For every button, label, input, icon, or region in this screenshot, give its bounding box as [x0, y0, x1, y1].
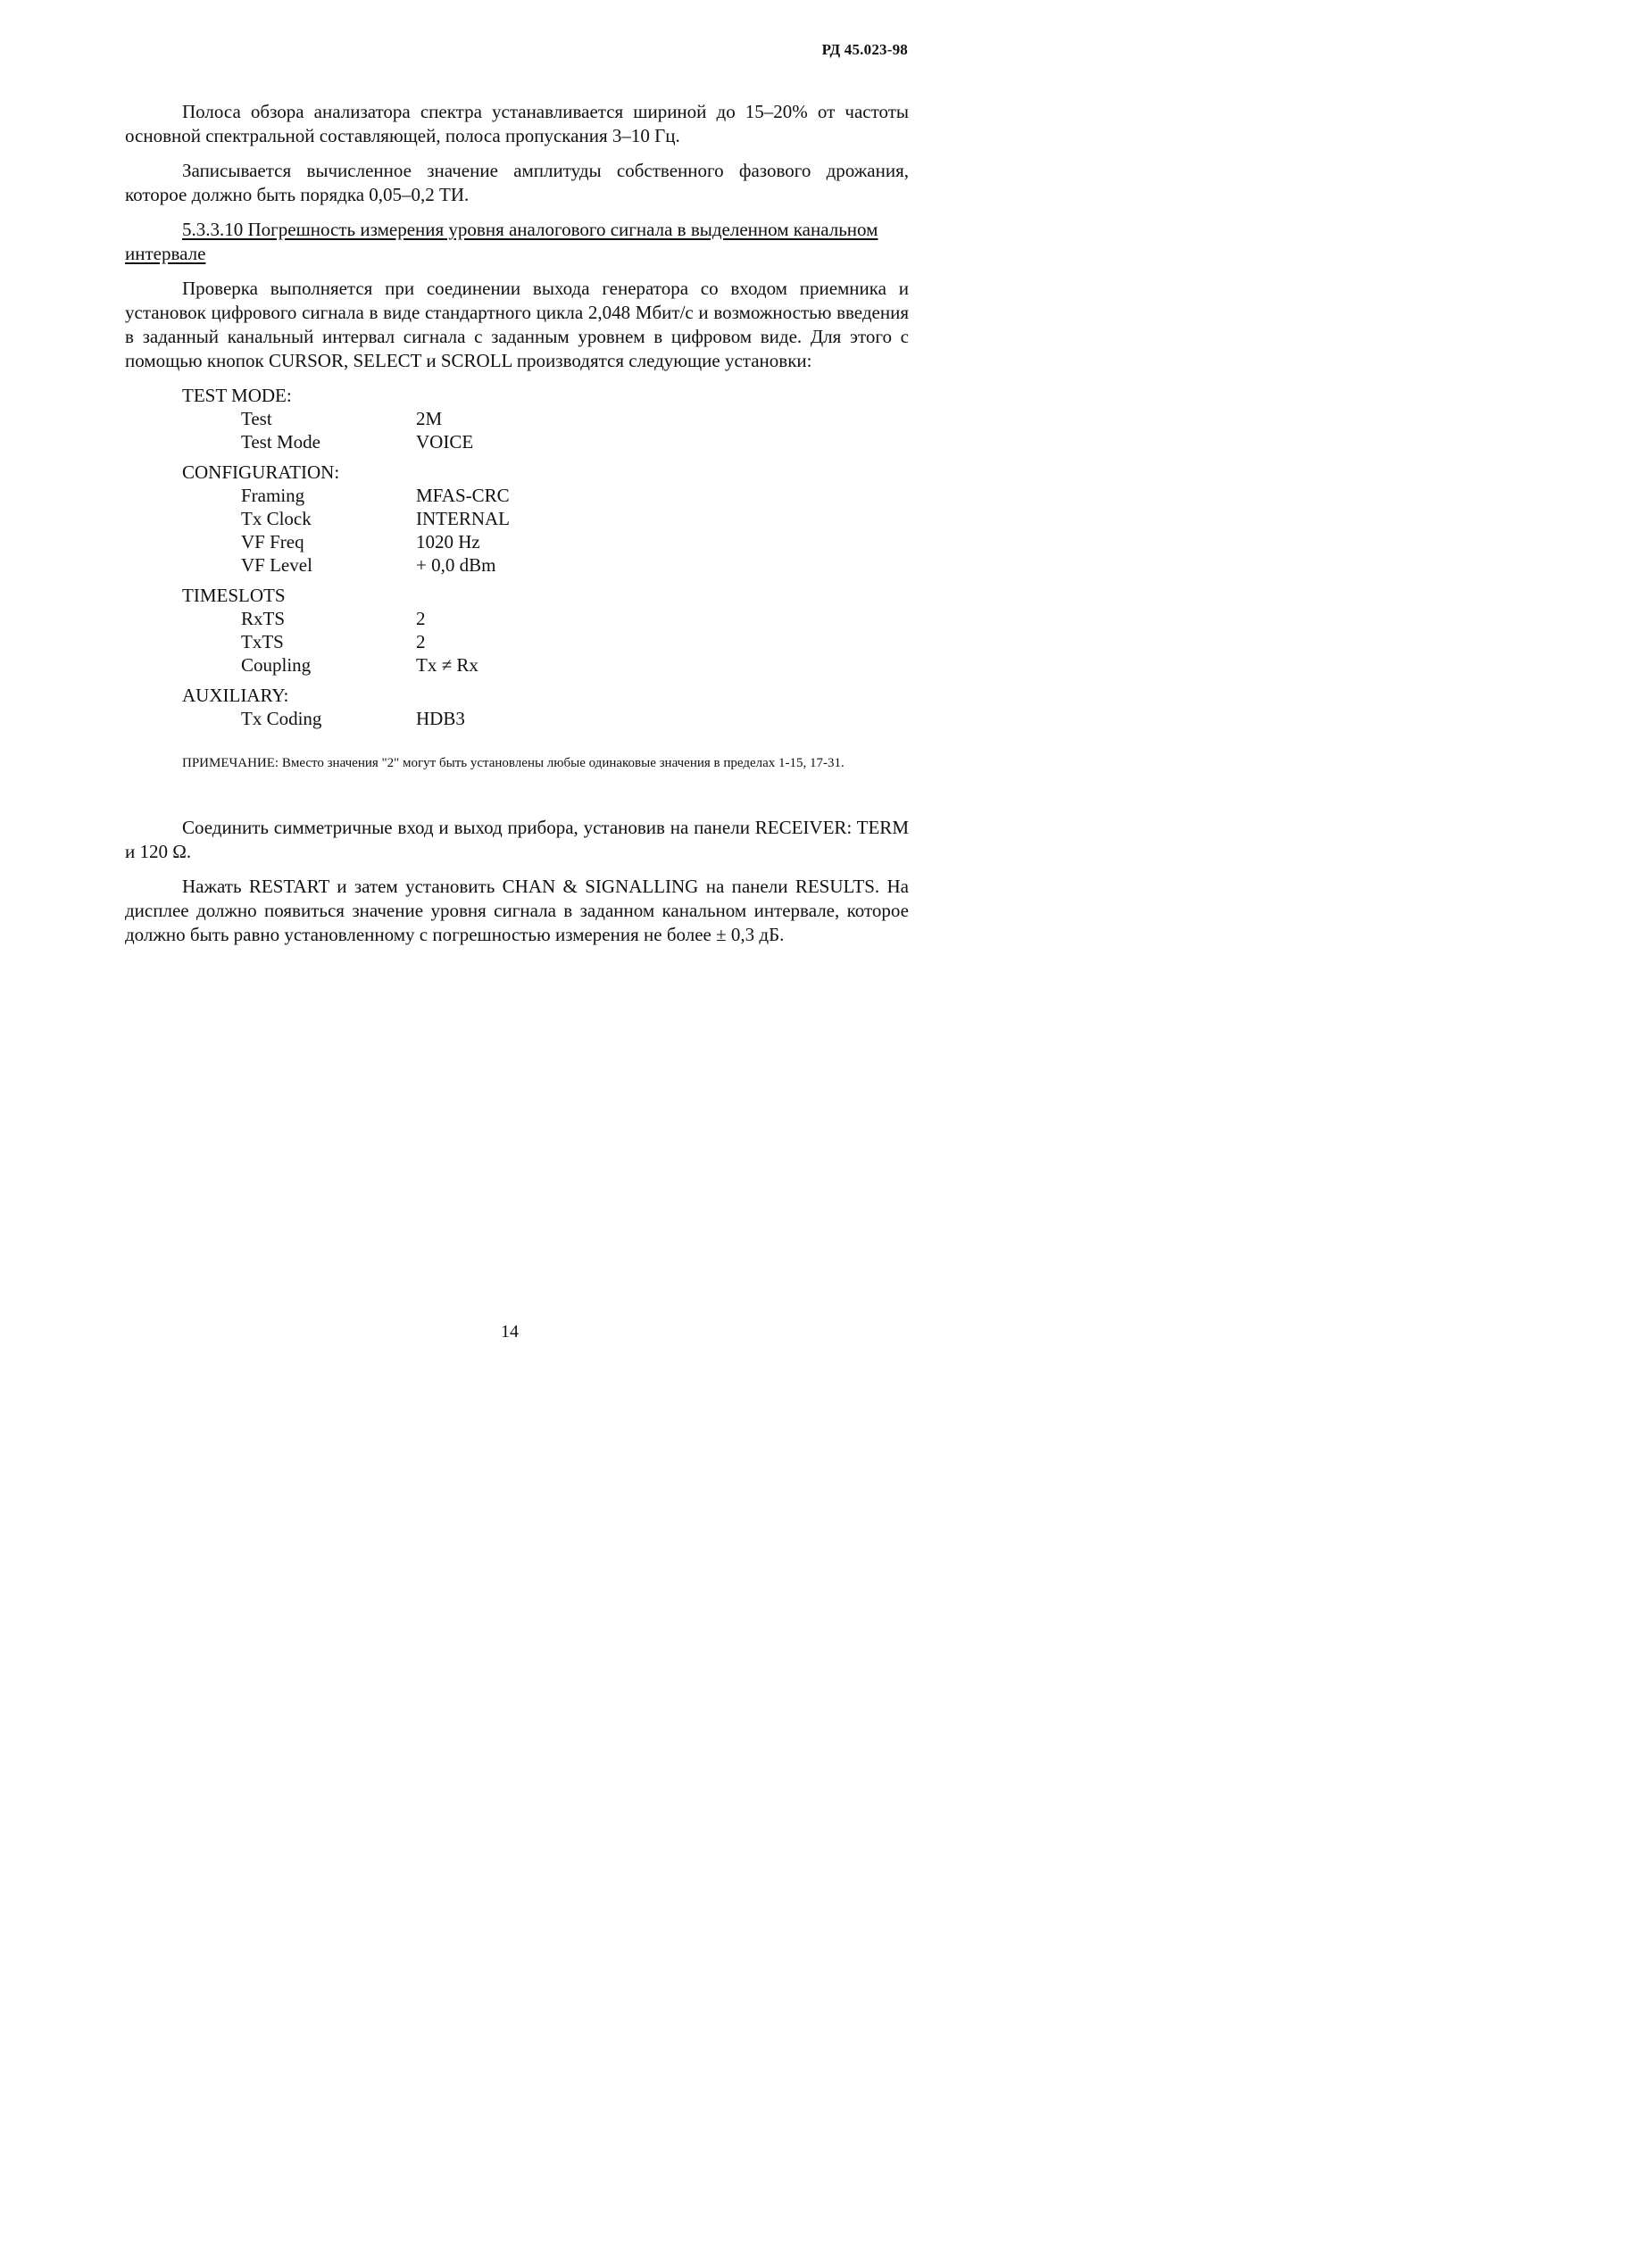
setting-param: RxTS [241, 608, 286, 629]
paragraph-connect-ports: Соединить симметричные вход и выход прибора, установив на панели RECEIVER: TERM и 120 Ω. [125, 817, 909, 862]
settings-group-title: AUXILIARY: [182, 685, 289, 706]
setting-param: VF Freq [241, 531, 304, 552]
setting-row [182, 607, 909, 630]
setting-param: Tx Coding [241, 708, 322, 729]
setting-value: Tx ≠ Rx [416, 654, 478, 676]
setting-value: VOICE [416, 431, 474, 453]
setting-row [182, 407, 909, 430]
setting-value: MFAS-CRC [416, 485, 510, 506]
setting-value: INTERNAL [416, 508, 510, 529]
setting-value: 1020 Hz [416, 531, 480, 552]
settings-group-title: TIMESLOTS [182, 585, 286, 606]
document-number: РД 45.023-98 [821, 41, 908, 58]
setting-row [182, 653, 909, 677]
setting-value: 2 [416, 608, 426, 629]
page-body [125, 100, 909, 958]
settings-list [182, 384, 909, 730]
settings-group [182, 461, 909, 577]
setting-param: TxTS [241, 631, 284, 652]
setting-row [182, 630, 909, 653]
setting-value: 2 [416, 631, 426, 652]
setting-row [182, 553, 909, 577]
setting-param: Test Mode [241, 431, 320, 453]
page-number: 14 [501, 1322, 519, 1342]
settings-group [182, 684, 909, 730]
setting-row [182, 430, 909, 453]
setting-param: Framing [241, 485, 305, 506]
setting-row [182, 707, 909, 730]
section-heading: 5.3.3.10 Погрешность измерения уровня аналогового сигнала в выделенном канальном интервале [125, 219, 878, 264]
settings-group [182, 584, 909, 677]
note: ПРИМЕЧАНИЕ: Вместо значения "2" могут быть установлены любые одинаковые значения в пределах 1-15, 17-31. [182, 756, 845, 770]
setting-param: VF Level [241, 554, 312, 576]
setting-row [182, 484, 909, 507]
setting-value: HDB3 [416, 708, 465, 729]
settings-group-title: TEST MODE: [182, 385, 292, 406]
setting-row [182, 530, 909, 553]
setting-value: + 0,0 dBm [416, 554, 496, 576]
setting-param: Tx Clock [241, 508, 312, 529]
setting-param: Coupling [241, 654, 312, 676]
paragraph-spectrum-band: Полоса обзора анализатора спектра устанавливается шириной до 15–20% от частоты основной спектральной составляющей, полоса пропускания 3–10 Гц. [125, 101, 909, 146]
setting-param: Test [241, 408, 272, 429]
setting-row [182, 507, 909, 530]
settings-group [182, 384, 909, 453]
settings-group-title: CONFIGURATION: [182, 461, 340, 483]
setting-value: 2M [416, 408, 443, 429]
paragraph-jitter-amplitude: Записывается вычисленное значение амплитуды собственного фазового дрожания, которое должно быть порядка 0,05–0,2 ТИ. [125, 160, 909, 205]
section-intro: Проверка выполняется при соединении выхода генератора со входом приемника и установок цифрового сигнала в виде стандартного цикла 2,048 Мбит/с и возможностью введения в заданный канальный интервал сигнала с заданным уровнем в цифровом виде. Для этого с помощью кнопок CURSOR, SELECT и SCROLL производятся следующие установки: [125, 278, 909, 371]
paragraph-restart-results: Нажать RESTART и затем установить CHAN & SIGNALLING на панели RESULTS. На дисплее должно появиться значение уровня сигнала в заданном канальном интервале, которое должно быть равно установленному с погрешностью измерения не более ± 0,3 дБ. [125, 876, 909, 945]
